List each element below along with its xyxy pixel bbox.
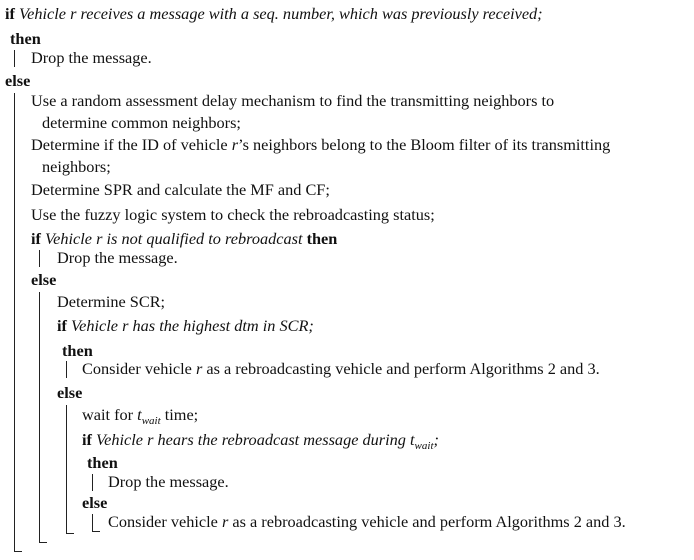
- else-4-bracket-end: [92, 531, 100, 532]
- step-5-line: Determine SCR;: [57, 292, 166, 311]
- t-symbol: t: [137, 405, 142, 424]
- wait-subscript: wait: [141, 415, 161, 427]
- then-2-bracket: [39, 250, 40, 267]
- consider-line-1: [82, 359, 600, 379]
- else-2-bracket: [39, 292, 40, 542]
- consider-text-a: Consider vehicle: [108, 512, 218, 531]
- step-1-line-a: Use a random assessment delay mechanism to find the transmitting neighbors to: [31, 91, 555, 110]
- drop-line-3: Drop the message.: [108, 472, 229, 491]
- consider-text-b: as a rebroadcasting vehicle and perform Algorithms 2 and 3.: [232, 512, 626, 531]
- step-2-line-c: neighbors;: [42, 157, 111, 176]
- step-1-line-b: determine common neighbors;: [42, 113, 241, 132]
- wait-text-b: time;: [164, 405, 199, 424]
- condition-2: Vehicle r is not qualified to rebroadcast: [45, 229, 303, 248]
- then-line-4: then: [87, 453, 118, 472]
- keyword-if: if: [82, 430, 92, 449]
- t-symbol: t: [410, 430, 415, 449]
- step-2-text-b: ’s neighbors belong to the Bloom filter of its transmitting: [238, 135, 611, 154]
- else-4-bracket: [92, 514, 93, 531]
- then-3-bracket: [66, 361, 67, 378]
- condition-4: Vehicle r hears the rebroadcast message during: [96, 430, 406, 449]
- then-line-1: then: [10, 29, 41, 48]
- consider-text-a: Consider vehicle: [82, 359, 192, 378]
- else-2-bracket-end: [39, 542, 47, 543]
- drop-line-2: Drop the message.: [57, 248, 178, 267]
- condition-1: Vehicle r receives a message with a seq. number, which was previously received;: [19, 4, 543, 23]
- if-line-4: [82, 430, 439, 452]
- condition-3: Vehicle r has the highest dtm in SCR;: [71, 316, 314, 335]
- else-line-2: else: [31, 270, 57, 289]
- if-line-2: [31, 229, 337, 249]
- keyword-if: if: [57, 316, 67, 335]
- else-1-bracket-end: [14, 551, 22, 552]
- else-1-bracket: [14, 93, 15, 551]
- step-2-text-a: Determine if the ID of vehicle: [31, 135, 228, 154]
- wait-subscript: wait: [414, 440, 434, 452]
- consider-line-2: [108, 512, 626, 532]
- then-1-bracket: [14, 50, 15, 67]
- t-wait: [410, 430, 434, 452]
- variable-r: r: [195, 359, 203, 378]
- variable-r: r: [221, 512, 229, 531]
- step-2-line-a: [31, 135, 610, 155]
- wait-line: [82, 405, 198, 427]
- keyword-if: if: [5, 4, 15, 23]
- else-3-bracket-end: [66, 533, 74, 534]
- consider-text-b: as a rebroadcasting vehicle and perform Algorithms 2 and 3.: [206, 359, 600, 378]
- keyword-if: if: [31, 229, 41, 248]
- t-wait: [137, 405, 161, 427]
- step-4-line: Use the fuzzy logic system to check the rebroadcasting status;: [31, 205, 435, 224]
- then-4-bracket: [92, 474, 93, 491]
- else-line-1: else: [5, 71, 31, 90]
- variable-r: r: [231, 135, 239, 154]
- drop-line-1: Drop the message.: [31, 48, 152, 67]
- wait-text-a: wait for: [82, 405, 134, 424]
- else-3-bracket: [66, 405, 67, 533]
- step-3-line: Determine SPR and calculate the MF and CF;: [31, 180, 330, 199]
- else-line-3: else: [57, 383, 83, 402]
- keyword-then: then: [306, 229, 338, 248]
- else-line-4: else: [82, 493, 108, 512]
- if-line-3: [57, 316, 314, 336]
- condition-4-end: ;: [433, 430, 439, 449]
- then-line-3: then: [62, 341, 93, 360]
- if-line-1: [5, 4, 543, 24]
